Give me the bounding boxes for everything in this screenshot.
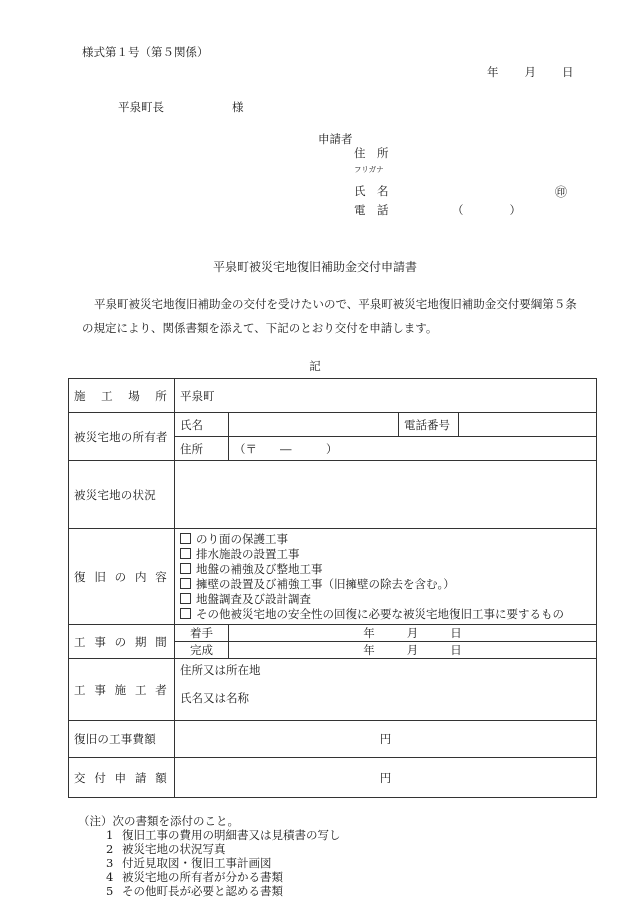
- note-text: 被災宅地の所有者が分かる書類: [122, 870, 283, 884]
- checklist-item-label: のり面の保護工事: [196, 531, 288, 546]
- start-label: 着手: [175, 625, 229, 642]
- checklist-item-label: 地盤の補強及び整地工事: [196, 561, 323, 576]
- period-label-char: 事: [94, 634, 107, 649]
- checkbox[interactable]: [180, 533, 191, 544]
- notes-heading: （注）次の書類を添付のこと。: [78, 814, 239, 828]
- period-label-char: 工: [74, 634, 86, 649]
- note-number: 1: [106, 828, 114, 842]
- notes: [78, 814, 341, 898]
- note-number: 2: [106, 842, 114, 856]
- note-text: 復旧工事の費用の明細書又は見積書の写し: [122, 828, 341, 842]
- start-date-field[interactable]: [229, 625, 597, 642]
- contractor-label-char: 事: [94, 682, 107, 697]
- note-item: [78, 842, 341, 856]
- note-item: [78, 828, 341, 842]
- start-month: 月: [406, 626, 419, 640]
- checklist-item[interactable]: [180, 607, 591, 622]
- row-status: [69, 461, 597, 529]
- amount-label-char: 申: [114, 770, 127, 785]
- contractor-name-label: 氏名又は名称: [180, 691, 249, 705]
- site-label: [69, 379, 175, 413]
- note-text: 付近見取図・復旧工事計画図: [122, 856, 272, 870]
- contractor-label-char: 工: [134, 682, 147, 697]
- content-label-char: 容: [155, 569, 167, 584]
- note-item: [78, 856, 341, 870]
- date-month: 月: [524, 65, 536, 79]
- applicant-phone-area-code: （ ）: [452, 203, 521, 217]
- body-text: [82, 292, 582, 340]
- note-item: [78, 884, 341, 898]
- addressee-name: 平泉町長: [118, 100, 164, 114]
- date-day: 日: [562, 65, 574, 79]
- amount-label-char: 請: [134, 770, 147, 785]
- site-label-char: 工: [101, 388, 113, 403]
- seal-mark: ㊞: [555, 185, 568, 199]
- application-table: [68, 378, 597, 798]
- checkbox[interactable]: [180, 593, 191, 604]
- checklist-item-label: 排水施設の設置工事: [196, 546, 300, 561]
- site-value[interactable]: 平泉町: [175, 379, 597, 413]
- applicant-furigana-label: フリガナ: [354, 165, 384, 174]
- checkbox[interactable]: [180, 608, 191, 619]
- contractor-label-char: 施: [114, 682, 127, 697]
- owner-label: 被災宅地の所有者: [69, 413, 175, 461]
- note-text: 被災宅地の状況写真: [122, 842, 226, 856]
- start-day: 日: [450, 626, 462, 640]
- note-text: その他町長が必要と認める書類: [122, 884, 283, 898]
- content-label-char: 旧: [94, 569, 107, 584]
- cost-field[interactable]: 円: [175, 721, 597, 758]
- row-contractor: [69, 659, 597, 721]
- addressee: [118, 99, 244, 115]
- applicant-phone-label: 電 話: [354, 203, 389, 217]
- period-label-char: 期: [134, 634, 147, 649]
- body-text-content: 平泉町被災宅地復旧補助金の交付を受けたいので、平泉町被災宅地復旧補助金交付要綱第５条の規定により、関係書類を添えて、下記のとおり交付を申請します。: [82, 297, 577, 335]
- period-label: [69, 625, 175, 659]
- end-day: 日: [450, 643, 462, 657]
- row-site: [69, 379, 597, 413]
- status-label: 被災宅地の状況: [69, 461, 175, 529]
- checkbox[interactable]: [180, 548, 191, 559]
- checkbox[interactable]: [180, 563, 191, 574]
- applicant-label: 申請者: [318, 132, 353, 146]
- checklist-item-label: その他被災宅地の安全性の回復に必要な被災宅地復旧工事に要するもの: [196, 606, 564, 621]
- ki-heading: 記: [309, 359, 321, 373]
- owner-phone-field[interactable]: [459, 413, 597, 437]
- applicant-address-label: 住 所: [354, 146, 389, 160]
- checklist-item-label: 擁壁の設置及び補強工事（旧擁壁の除去を含む。）: [196, 576, 455, 591]
- application-date: [487, 64, 574, 80]
- content-label-char: 復: [74, 569, 86, 584]
- owner-phone-label: 電話番号: [399, 413, 459, 437]
- site-label-char: 施: [74, 388, 86, 403]
- contractor-label-char: 工: [74, 682, 86, 697]
- period-label-char: の: [114, 634, 127, 649]
- end-label: 完成: [175, 642, 229, 659]
- applicant-name-label: 氏 名: [354, 184, 389, 198]
- end-month: 月: [406, 643, 419, 657]
- contractor-field[interactable]: [175, 659, 597, 721]
- row-amount: [69, 758, 597, 798]
- site-label-char: 場: [128, 388, 140, 403]
- addressee-honorific: 様: [232, 100, 244, 114]
- period-label-char: 間: [155, 634, 167, 649]
- status-field[interactable]: [175, 461, 597, 529]
- row-period-start: [69, 625, 597, 642]
- amount-label-char: 付: [94, 770, 107, 785]
- contractor-label: [69, 659, 175, 721]
- amount-label-char: 交: [74, 770, 86, 785]
- row-cost: [69, 721, 597, 758]
- owner-name-label: 氏名: [175, 413, 229, 437]
- end-year: 年: [363, 643, 375, 657]
- cost-label: 復旧の工事費額: [69, 721, 175, 758]
- content-label: [69, 529, 175, 625]
- content-label-char: の: [114, 569, 127, 584]
- start-year: 年: [363, 626, 375, 640]
- checklist-item[interactable]: [180, 532, 591, 547]
- checklist-item-label: 地盤調査及び設計調査: [196, 591, 311, 606]
- amount-label: [69, 758, 175, 798]
- contractor-label-char: 者: [155, 682, 167, 697]
- checklist-item[interactable]: [180, 592, 591, 607]
- contractor-address-label: 住所又は所在地: [180, 663, 261, 677]
- note-number: 3: [106, 856, 114, 870]
- checklist-item[interactable]: [180, 547, 591, 562]
- checkbox[interactable]: [180, 578, 191, 589]
- content-label-char: 内: [134, 569, 147, 584]
- end-date-field[interactable]: [229, 642, 597, 659]
- note-number: 5: [106, 884, 114, 898]
- row-content: [69, 529, 597, 625]
- row-owner-name: [69, 413, 597, 437]
- owner-name-field[interactable]: [229, 413, 399, 437]
- checklist-item[interactable]: [180, 577, 591, 592]
- form-number: 様式第１号（第５関係）: [82, 45, 209, 59]
- checklist-item[interactable]: [180, 562, 591, 577]
- owner-address-label: 住所: [175, 437, 229, 461]
- amount-field[interactable]: 円: [175, 758, 597, 798]
- document-title: 平泉町被災宅地復旧補助金交付申請書: [212, 260, 417, 274]
- content-checklist: [175, 529, 597, 625]
- note-item: [78, 870, 341, 884]
- owner-address-field[interactable]: （〒 ― ）: [229, 437, 597, 461]
- date-year: 年: [487, 65, 499, 79]
- note-number: 4: [106, 870, 114, 884]
- site-label-char: 所: [155, 388, 167, 403]
- amount-label-char: 額: [155, 770, 167, 785]
